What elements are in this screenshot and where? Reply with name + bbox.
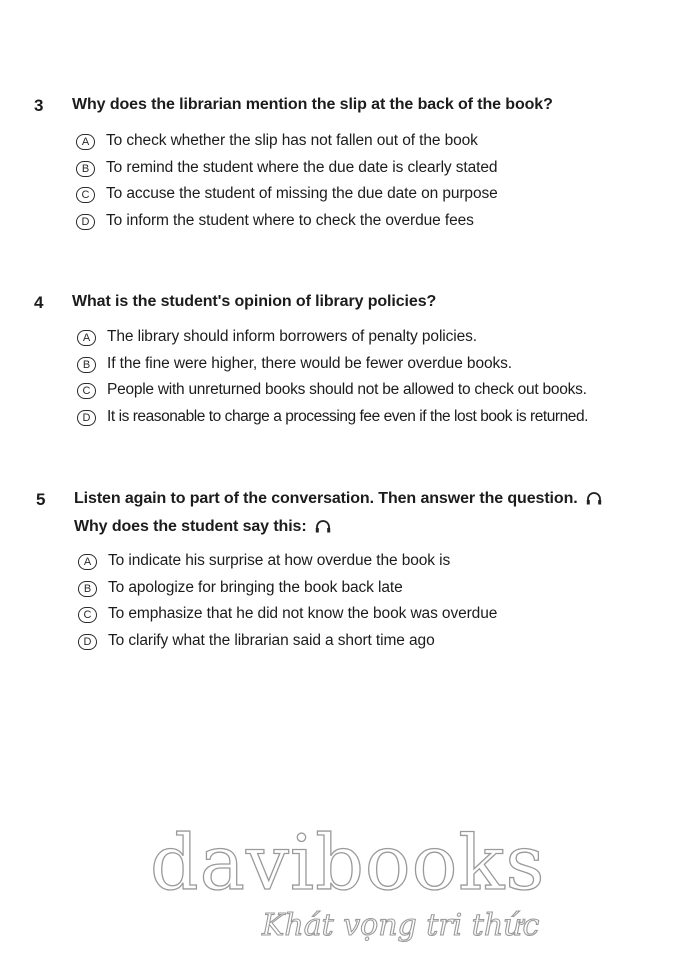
option-text: It is reasonable to charge a processing fee even if the lost book is returned. <box>107 407 589 425</box>
option-text: If the fine were higher, there would be fewer overdue books. <box>107 354 513 372</box>
question-number: 5 <box>36 490 46 509</box>
headphones-icon[interactable] <box>586 491 602 505</box>
option-letter: B <box>76 161 95 177</box>
option-a[interactable] <box>78 552 700 579</box>
option-b[interactable] <box>76 159 700 186</box>
option-letter: A <box>78 554 97 570</box>
option-text: To check whether the slip has not fallen out of the book <box>106 132 478 149</box>
option-letter: C <box>77 383 96 399</box>
question-number: 4 <box>34 293 44 312</box>
watermark-brand: davibooks <box>150 818 546 907</box>
question-prompt-line2: Why does the student say this: <box>74 518 307 535</box>
option-b[interactable] <box>78 579 700 606</box>
option-a[interactable] <box>76 132 700 159</box>
option-d[interactable] <box>77 408 700 435</box>
option-text: To indicate his surprise at how overdue the book is <box>108 552 451 569</box>
option-text: People with unreturned books should not be allowed to check out books. <box>107 381 587 398</box>
option-text: To emphasize that he did not know the book was overdue <box>108 605 498 622</box>
option-text: The library should inform borrowers of penalty policies. <box>107 328 478 345</box>
option-letter: A <box>76 134 95 150</box>
option-c[interactable] <box>76 185 700 212</box>
question-prompt-2 <box>74 518 331 536</box>
question-prompt <box>74 490 602 508</box>
watermark-tagline: Khát vọng tri thức <box>262 908 540 943</box>
option-letter: A <box>77 330 96 346</box>
option-letter: C <box>76 187 95 203</box>
option-letter: B <box>78 581 97 597</box>
option-b[interactable] <box>77 355 700 382</box>
question-prompt-line1: Listen again to part of the conversation. Then answer the question. <box>74 490 578 507</box>
option-letter: D <box>78 634 97 650</box>
option-letter: C <box>78 607 97 623</box>
option-c[interactable] <box>77 381 700 408</box>
option-text: To inform the student where to check the overdue fees <box>106 211 474 229</box>
option-text: To apologize for bringing the book back late <box>108 578 403 596</box>
question-prompt: Why does the librarian mention the slip at the back of the book? <box>72 96 553 113</box>
question-3 <box>0 96 700 238</box>
option-letter: D <box>77 410 96 426</box>
question-5 <box>0 490 700 658</box>
option-d[interactable] <box>76 212 700 239</box>
headphones-icon[interactable] <box>315 519 331 533</box>
question-4 <box>0 293 700 434</box>
option-a[interactable] <box>77 328 700 355</box>
option-text: To clarify what the librarian said a short time ago <box>108 631 435 649</box>
option-text: To accuse the student of missing the due date on purpose <box>106 185 498 202</box>
option-letter: D <box>76 214 95 230</box>
option-c[interactable] <box>78 605 700 632</box>
option-letter: B <box>77 357 96 373</box>
question-number: 3 <box>34 96 44 115</box>
question-prompt: What is the student's opinion of library policies? <box>72 293 437 310</box>
option-d[interactable] <box>78 632 700 659</box>
option-text: To remind the student where the due date is clearly stated <box>106 158 498 176</box>
